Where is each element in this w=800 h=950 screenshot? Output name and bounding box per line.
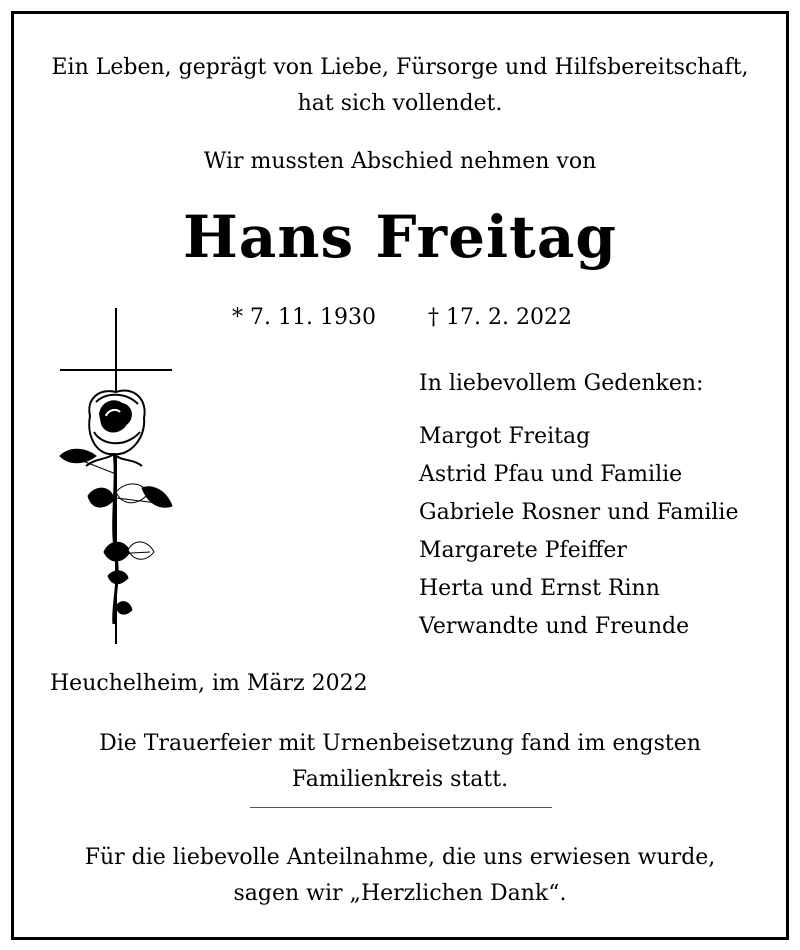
death-date: † 17. 2. 2022: [428, 305, 572, 330]
obituary-frame: [11, 11, 789, 940]
divider: [250, 807, 552, 808]
ceremony-line-2: Familienkreis statt.: [291, 767, 509, 792]
deceased-name: Hans Freitag: [183, 203, 617, 271]
place-and-date: Heuchelheim, im März 2022: [50, 671, 368, 696]
intro-line-2: hat sich vollendet.: [297, 91, 503, 116]
memory-heading: In liebevollem Gedenken:: [419, 371, 704, 396]
thanks-line-1: Für die liebevolle Anteilnahme, die uns erwiesen wurde,: [84, 845, 716, 870]
cross-rose-drawing: [56, 306, 176, 646]
farewell-line: Wir mussten Abschied nehmen von: [203, 149, 597, 174]
mourner-name: Astrid Pfau und Familie: [419, 462, 683, 487]
mourner-name: Verwandte und Freunde: [419, 614, 690, 639]
ceremony-line-1: Die Trauerfeier mit Urnenbeisetzung fand im engsten: [99, 731, 701, 756]
intro-line-1: Ein Leben, geprägt von Liebe, Fürsorge und Hilfsbereitschaft,: [51, 55, 749, 80]
mourner-name: Gabriele Rosner und Familie: [419, 500, 739, 525]
birth-date: * 7. 11. 1930: [232, 305, 376, 330]
cross-with-rose-icon: [56, 306, 176, 646]
mourners-list: [419, 418, 738, 646]
mourner-name: Margot Freitag: [419, 424, 591, 449]
mourner-name: Herta und Ernst Rinn: [419, 576, 660, 601]
mourner-name: Margarete Pfeiffer: [419, 538, 627, 563]
thanks-line-2: sagen wir „Herzlichen Dank“.: [233, 881, 567, 906]
